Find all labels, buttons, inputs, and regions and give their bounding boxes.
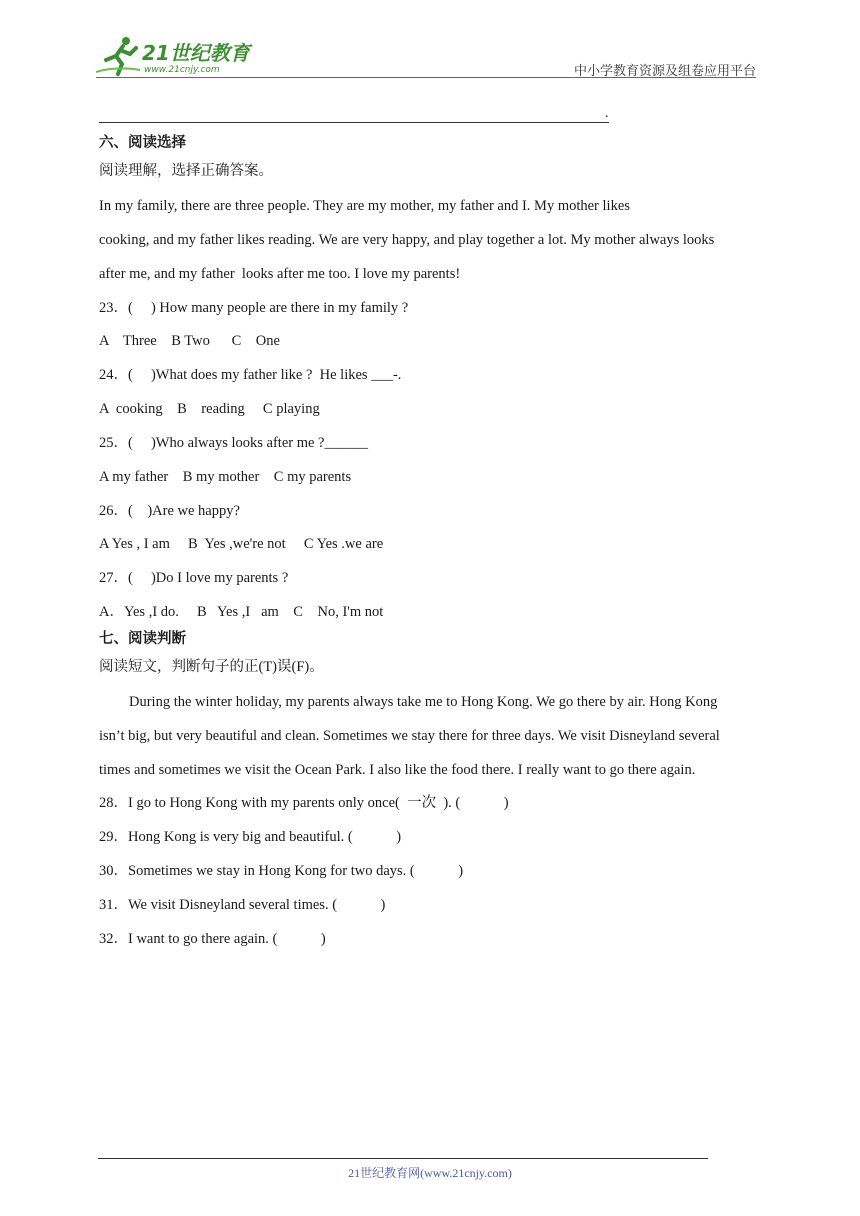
runner-icon <box>96 37 140 74</box>
question-25-options: A my father B my mother C my parents <box>99 469 352 485</box>
statement-29: 29．Hong Kong is very big and beautiful. ( ) <box>99 829 402 845</box>
section6-passage-line: after me, and my father looks after me too. I love my parents! <box>99 266 461 282</box>
question-24: 24．( )What does my father like ? He likes ___-. <box>99 367 402 383</box>
section7-title: 七、阅读判断 <box>99 631 186 647</box>
section7-passage-line: During the winter holiday, my parents always take me to Hong Kong. We go there by air. Hong Kong <box>129 694 718 710</box>
question-23-options: A Three B Two C One <box>99 333 280 349</box>
section6-title: 六、阅读选择 <box>99 135 186 151</box>
statement-32: 32．I want to go there again. ( ) <box>99 931 326 947</box>
answer-line-dot: . <box>605 106 609 121</box>
statement-30: 30．Sometimes we stay in Hong Kong for two days. ( ) <box>99 863 464 879</box>
answer-blank-line <box>99 122 609 123</box>
section6-instruction: 阅读理解，选择正确答案。 <box>99 163 273 179</box>
section7-passage-line: isn’t big, but very beautiful and clean. Sometimes we stay there for three days. We visit Disneyland several <box>99 728 720 744</box>
statement-28: 28．I go to Hong Kong with my parents only once( 一次 ). ( ) <box>99 795 509 811</box>
footer-text: 21世纪教育网(www.21cnjy.com) <box>348 1166 512 1180</box>
section6-passage-line: cooking, and my father likes reading. We are very happy, and play together a lot. My mother always looks <box>99 232 715 248</box>
question-26-options: A Yes , I am B Yes ,we're not C Yes .we are <box>99 536 384 552</box>
header-divider <box>96 77 756 78</box>
question-24-options: A cooking B reading C playing <box>99 401 320 417</box>
section7-instruction: 阅读短文，判断句子的正(T)误(F)。 <box>99 659 324 675</box>
platform-name: 中小学教育资源及组卷应用平台 <box>573 63 756 78</box>
question-26: 26．( )Are we happy? <box>99 503 240 519</box>
question-23: 23．( ) How many people are there in my family ? <box>99 300 409 316</box>
question-27: 27．( )Do I love my parents ? <box>99 570 289 586</box>
site-logo <box>96 34 266 76</box>
question-25: 25．( )Who always looks after me ?______ <box>99 435 368 451</box>
section7-passage-line: times and sometimes we visit the Ocean Park. I also like the food there. I really want to go there again. <box>99 762 696 778</box>
footer-divider <box>98 1158 708 1159</box>
logo-url: www.21cnjy.com <box>144 65 220 75</box>
section6-passage-line: In my family, there are three people. They are my mother, my father and I. My mother likes <box>99 198 630 214</box>
question-27-options: A．Yes ,I do. B Yes ,I am C No, I'm not <box>99 604 384 620</box>
statement-31: 31．We visit Disneyland several times. ( ) <box>99 897 386 913</box>
logo-text: 21世纪教育 <box>142 41 250 65</box>
